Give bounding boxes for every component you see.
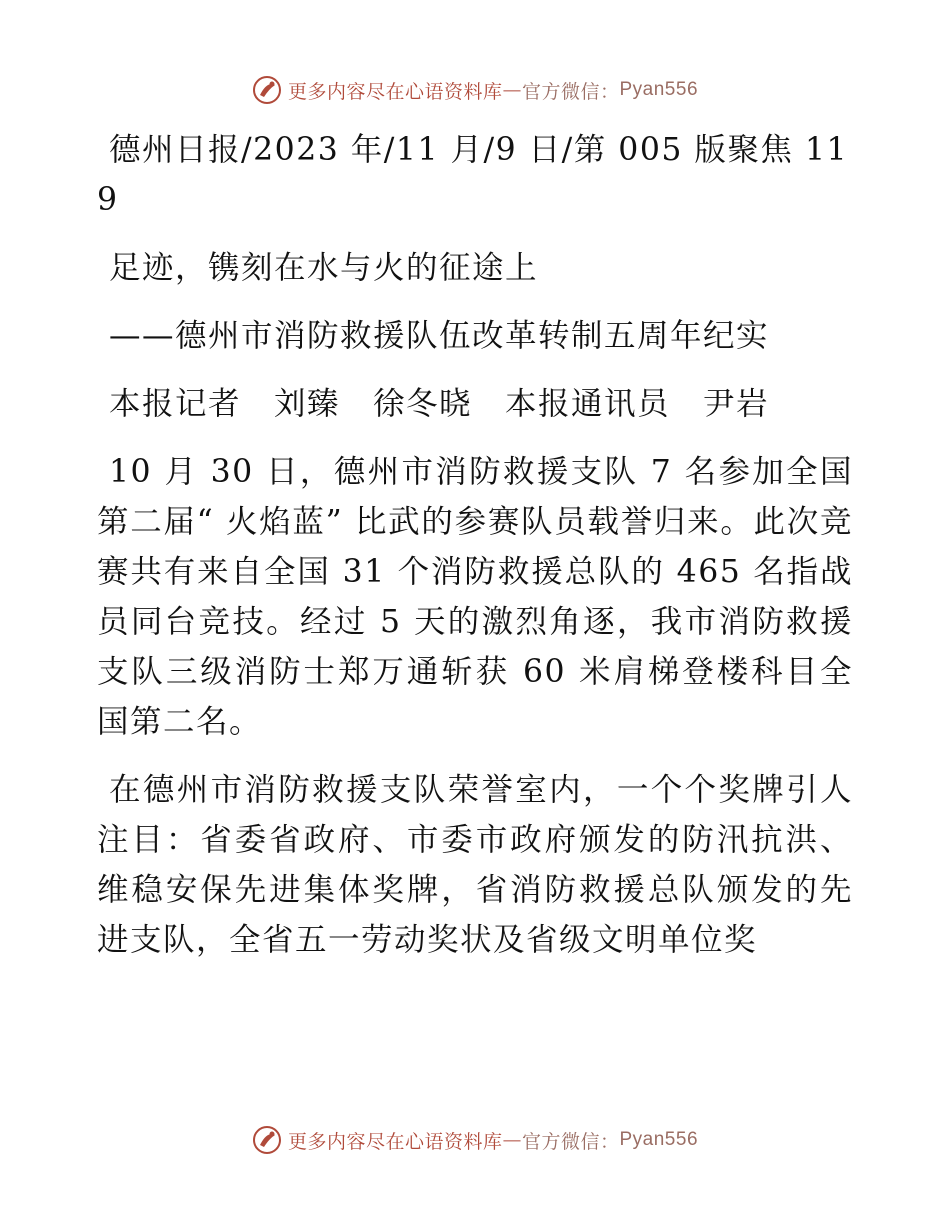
article-body: [97, 125, 853, 983]
article-subtitle: ——德州市消防救援队伍改革转制五周年纪实: [109, 318, 770, 354]
watermark-banner-bottom: [0, 1120, 950, 1160]
watermark-dash: —: [502, 79, 522, 101]
watermark-main-text: 更多内容尽在心语资料库: [287, 1130, 503, 1153]
article-paragraph: 在德州市消防救援支队荣誉室内，一个个奖牌引人注目：省委省政府、市委市政府颁发的防汛抗洪、维稳安保先进集体奖牌，省消防救援总队颁发的先进支队，全省五一劳动奖状及省级文明单位奖: [97, 772, 853, 958]
article-byline: 本报记者 刘臻 徐冬晓 本报通讯员 尹岩: [109, 386, 770, 422]
watermark-sub-text: 官方微信：: [521, 1130, 620, 1153]
watermark-wechat-id: Pyan556: [619, 1129, 699, 1150]
watermark-main-text: 更多内容尽在心语资料库: [287, 80, 503, 103]
brand-logo-icon: [252, 1125, 282, 1155]
watermark-wechat-id: Pyan556: [619, 79, 699, 100]
article-paragraph: 10 月 30 日，德州市消防救援支队 7 名参加全国第二届“ 火焰蓝” 比武的参赛队员载誉归来。此次竞赛共有来自全国 31 个消防救援总队的 465 名指战员同台竞技。经过 5 天的激烈角逐，我市消防救援支队三级消防士郑万通斩获 60 米肩梯登楼科目全国第二名。: [97, 454, 853, 740]
article-dateline: 德州日报/2023 年/11 月/9 日/第 005 版聚焦 119: [97, 132, 849, 218]
watermark-sub-text: 官方微信：: [521, 80, 620, 103]
article-title: 足迹，镌刻在水与火的征途上: [109, 250, 539, 286]
brand-logo-icon: [252, 75, 282, 105]
watermark-dash: —: [502, 1129, 522, 1151]
watermark-banner-top: [0, 70, 950, 110]
